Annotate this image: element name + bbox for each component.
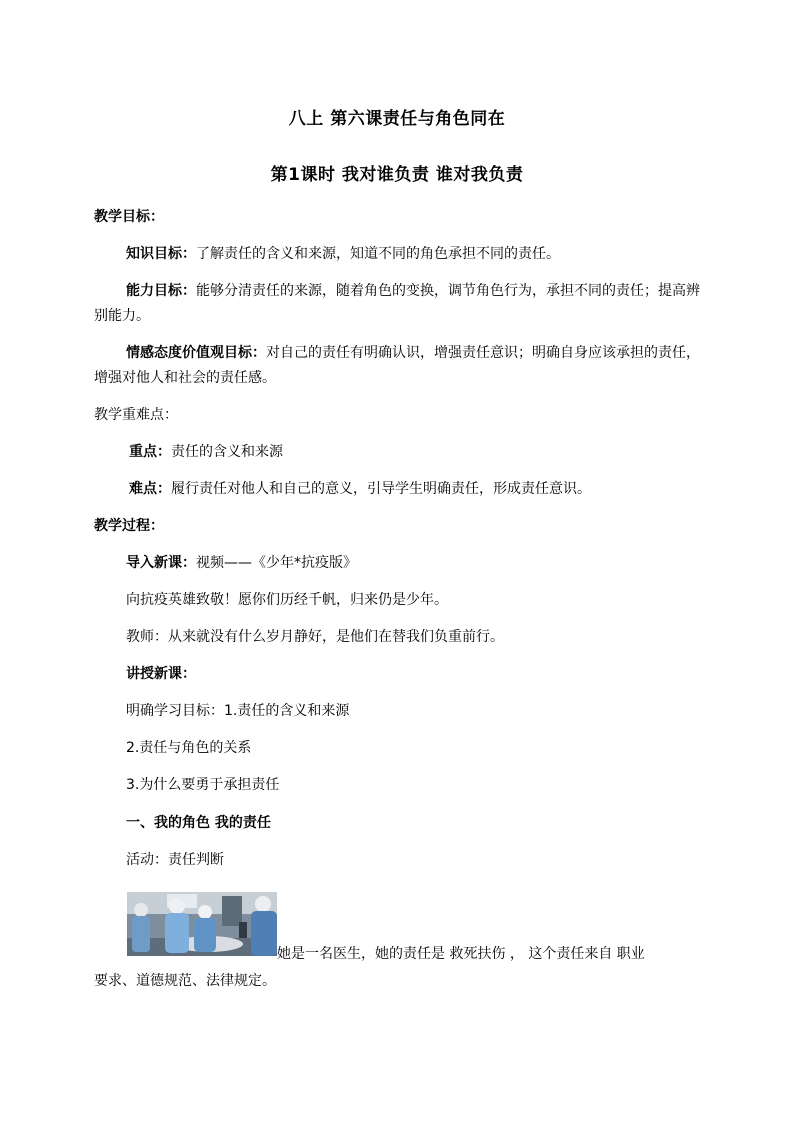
process-heading: 教学过程： xyxy=(94,518,164,534)
emotion-goal xyxy=(126,343,700,363)
doctors-photo-illustration xyxy=(127,892,277,956)
focus-label: 重点： xyxy=(129,444,171,460)
knowledge-goal xyxy=(126,244,560,264)
goals-heading: 教学目标： xyxy=(94,209,164,225)
emotion-label: 情感态度价值观目标： xyxy=(126,345,266,361)
doctor-text-2: 要求、道德规范、法律规定。 xyxy=(94,973,276,989)
part-one-heading: 一、我的角色 我的责任 xyxy=(126,815,271,831)
doctor-text-1: 她是一名医生，她的责任是 救死扶伤 ， 这个责任来自 职业 xyxy=(277,946,645,962)
lesson-title: 八上 第六课责任与角色同在 xyxy=(288,109,506,129)
focus-text: 责任的含义和来源 xyxy=(171,444,283,460)
difficulty-point xyxy=(129,479,591,499)
ability-text-1: 能够分清责任的来源，随着角色的变换，调节角色行为，承担不同的责任；提高辨 xyxy=(196,283,700,299)
knowledge-label: 知识目标： xyxy=(126,246,196,262)
ability-text-2: 别能力。 xyxy=(94,308,150,324)
emotion-text-1: 对自己的责任有明确认识，增强责任意识；明确自身应该承担的责任， xyxy=(266,345,700,361)
tribute-text: 向抗疫英雄致敬！愿你们历经千帆，归来仍是少年。 xyxy=(126,592,448,608)
ability-label: 能力目标： xyxy=(126,283,196,299)
difficulty-label: 难点： xyxy=(129,481,171,497)
key-heading: 教学重难点： xyxy=(94,407,178,423)
knowledge-text: 了解责任的含义和来源，知道不同的角色承担不同的责任。 xyxy=(196,246,560,262)
lesson-subtitle: 第1课时 我对谁负责 谁对我负责 xyxy=(270,165,524,185)
objective-3: 3.为什么要勇于承担责任 xyxy=(126,777,280,793)
new-lesson-heading: 讲授新课： xyxy=(126,666,196,682)
emotion-text-2: 增强对他人和社会的责任感。 xyxy=(94,370,276,386)
intro xyxy=(126,553,357,573)
objective-1: 明确学习目标：1.责任的含义和来源 xyxy=(126,703,350,719)
ability-goal xyxy=(126,281,700,301)
intro-label: 导入新课： xyxy=(126,555,196,571)
teacher-text: 教师：从来就没有什么岁月静好，是他们在替我们负重前行。 xyxy=(126,629,504,645)
activity-text: 活动：责任判断 xyxy=(126,852,224,868)
difficulty-text: 履行责任对他人和自己的意义，引导学生明确责任，形成责任意识。 xyxy=(171,481,591,497)
focus-point xyxy=(129,442,283,462)
objective-2: 2.责任与角色的关系 xyxy=(126,740,252,756)
intro-text: 视频——《少年*抗疫版》 xyxy=(196,555,357,571)
doctors-photo xyxy=(127,892,277,956)
